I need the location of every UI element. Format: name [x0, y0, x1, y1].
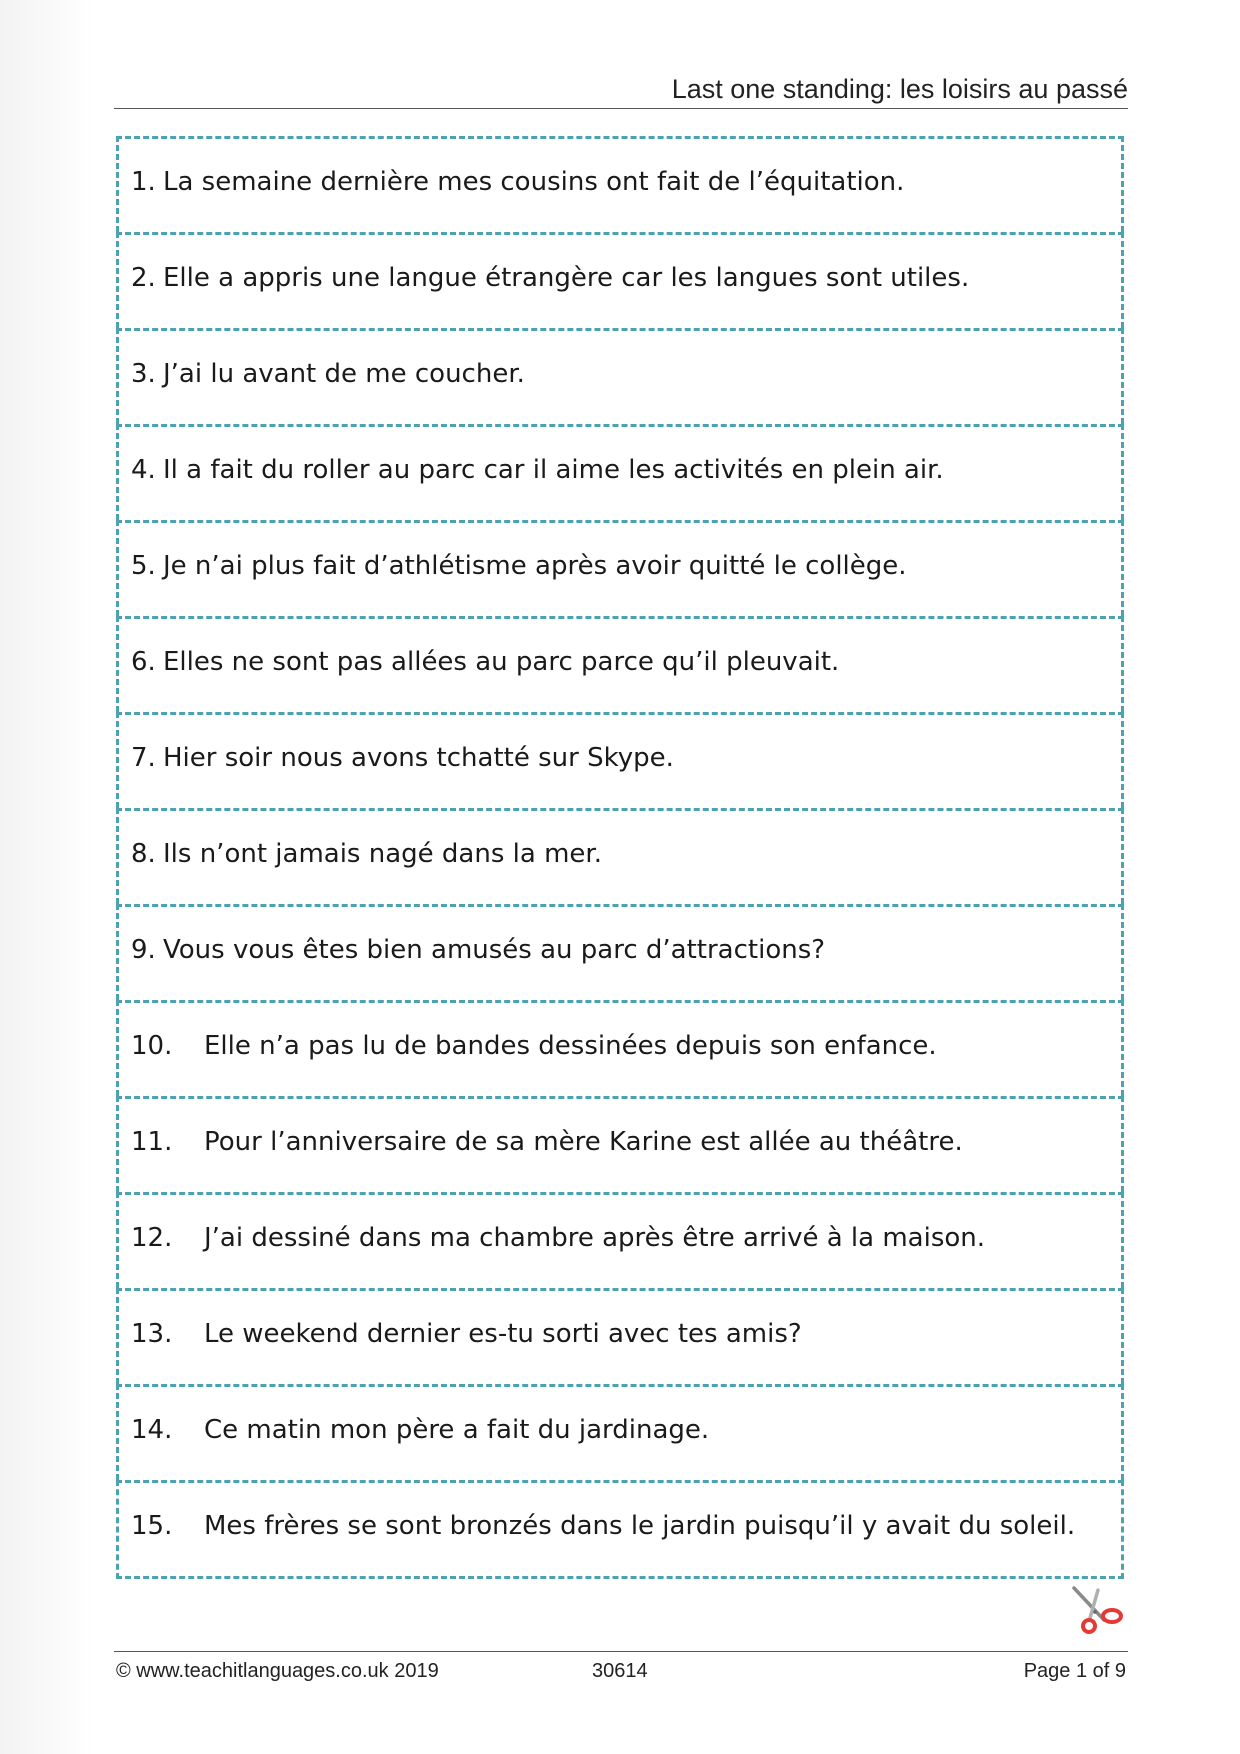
card-number: 4. — [131, 455, 156, 485]
card-number: 3. — [131, 359, 156, 389]
card-text: Le weekend dernier es-tu sorti avec tes amis? — [204, 1319, 802, 1349]
card-text: Elles ne sont pas allées au parc parce qu’il pleuvait. — [163, 647, 840, 677]
footer-copyright: © www.teachitlanguages.co.uk 2019 — [116, 1660, 439, 1682]
footer-page-number: Page 1 of 9 — [1023, 1660, 1126, 1682]
page-edge-shadow — [0, 0, 96, 1754]
sentence-card-9 — [116, 904, 1124, 1000]
card-number: 1. — [131, 167, 156, 197]
card-number: 15. — [131, 1511, 173, 1541]
footer-divider — [114, 1651, 1128, 1652]
card-text: Ils n’ont jamais nagé dans la mer. — [163, 839, 602, 869]
card-text: J’ai lu avant de me coucher. — [163, 359, 525, 389]
card-text: Hier soir nous avons tchatté sur Skype. — [163, 743, 674, 773]
card-text: Elle n’a pas lu de bandes dessinées depuis son enfance. — [204, 1031, 937, 1061]
sentence-card-10 — [116, 1000, 1124, 1096]
card-number: 14. — [131, 1415, 173, 1445]
card-text: Il a fait du roller au parc car il aime les activités en plein air. — [163, 455, 944, 485]
scissors-icon — [1068, 1586, 1126, 1634]
footer-resource-code: 30614 — [592, 1660, 648, 1682]
sentence-card-5 — [116, 520, 1124, 616]
sentence-card-8 — [116, 808, 1124, 904]
card-number: 10. — [131, 1031, 173, 1061]
sentence-card-2 — [116, 232, 1124, 328]
card-text: J’ai dessiné dans ma chambre après être arrivé à la maison. — [204, 1223, 986, 1253]
sentence-card-4 — [116, 424, 1124, 520]
card-text: Vous vous êtes bien amusés au parc d’attractions? — [163, 935, 826, 965]
card-number: 7. — [131, 743, 156, 773]
sentence-cards — [116, 136, 1124, 1579]
card-text: Elle a appris une langue étrangère car les langues sont utiles. — [163, 263, 970, 293]
sentence-card-1 — [116, 136, 1124, 232]
sentence-card-14 — [116, 1384, 1124, 1480]
sentence-card-15 — [116, 1480, 1124, 1579]
card-text: Je n’ai plus fait d’athlétisme après avoir quitté le collège. — [163, 551, 907, 581]
card-text: La semaine dernière mes cousins ont fait de l’équitation. — [163, 167, 905, 197]
card-number: 6. — [131, 647, 156, 677]
sentence-card-13 — [116, 1288, 1124, 1384]
card-number: 13. — [131, 1319, 173, 1349]
card-text: Pour l’anniversaire de sa mère Karine est allée au théâtre. — [204, 1127, 963, 1157]
sentence-card-12 — [116, 1192, 1124, 1288]
card-number: 12. — [131, 1223, 173, 1253]
card-number: 2. — [131, 263, 156, 293]
card-number: 5. — [131, 551, 156, 581]
card-text: Mes frères se sont bronzés dans le jardin puisqu’il y avait du soleil. — [204, 1511, 1076, 1541]
card-text: Ce matin mon père a fait du jardinage. — [204, 1415, 710, 1445]
sentence-card-11 — [116, 1096, 1124, 1192]
card-number: 9. — [131, 935, 156, 965]
sentence-card-6 — [116, 616, 1124, 712]
card-number: 8. — [131, 839, 156, 869]
sentence-card-7 — [116, 712, 1124, 808]
header-divider — [114, 108, 1128, 109]
card-number: 11. — [131, 1127, 173, 1157]
sentence-card-3 — [116, 328, 1124, 424]
page-title: Last one standing: les loisirs au passé — [671, 74, 1128, 104]
